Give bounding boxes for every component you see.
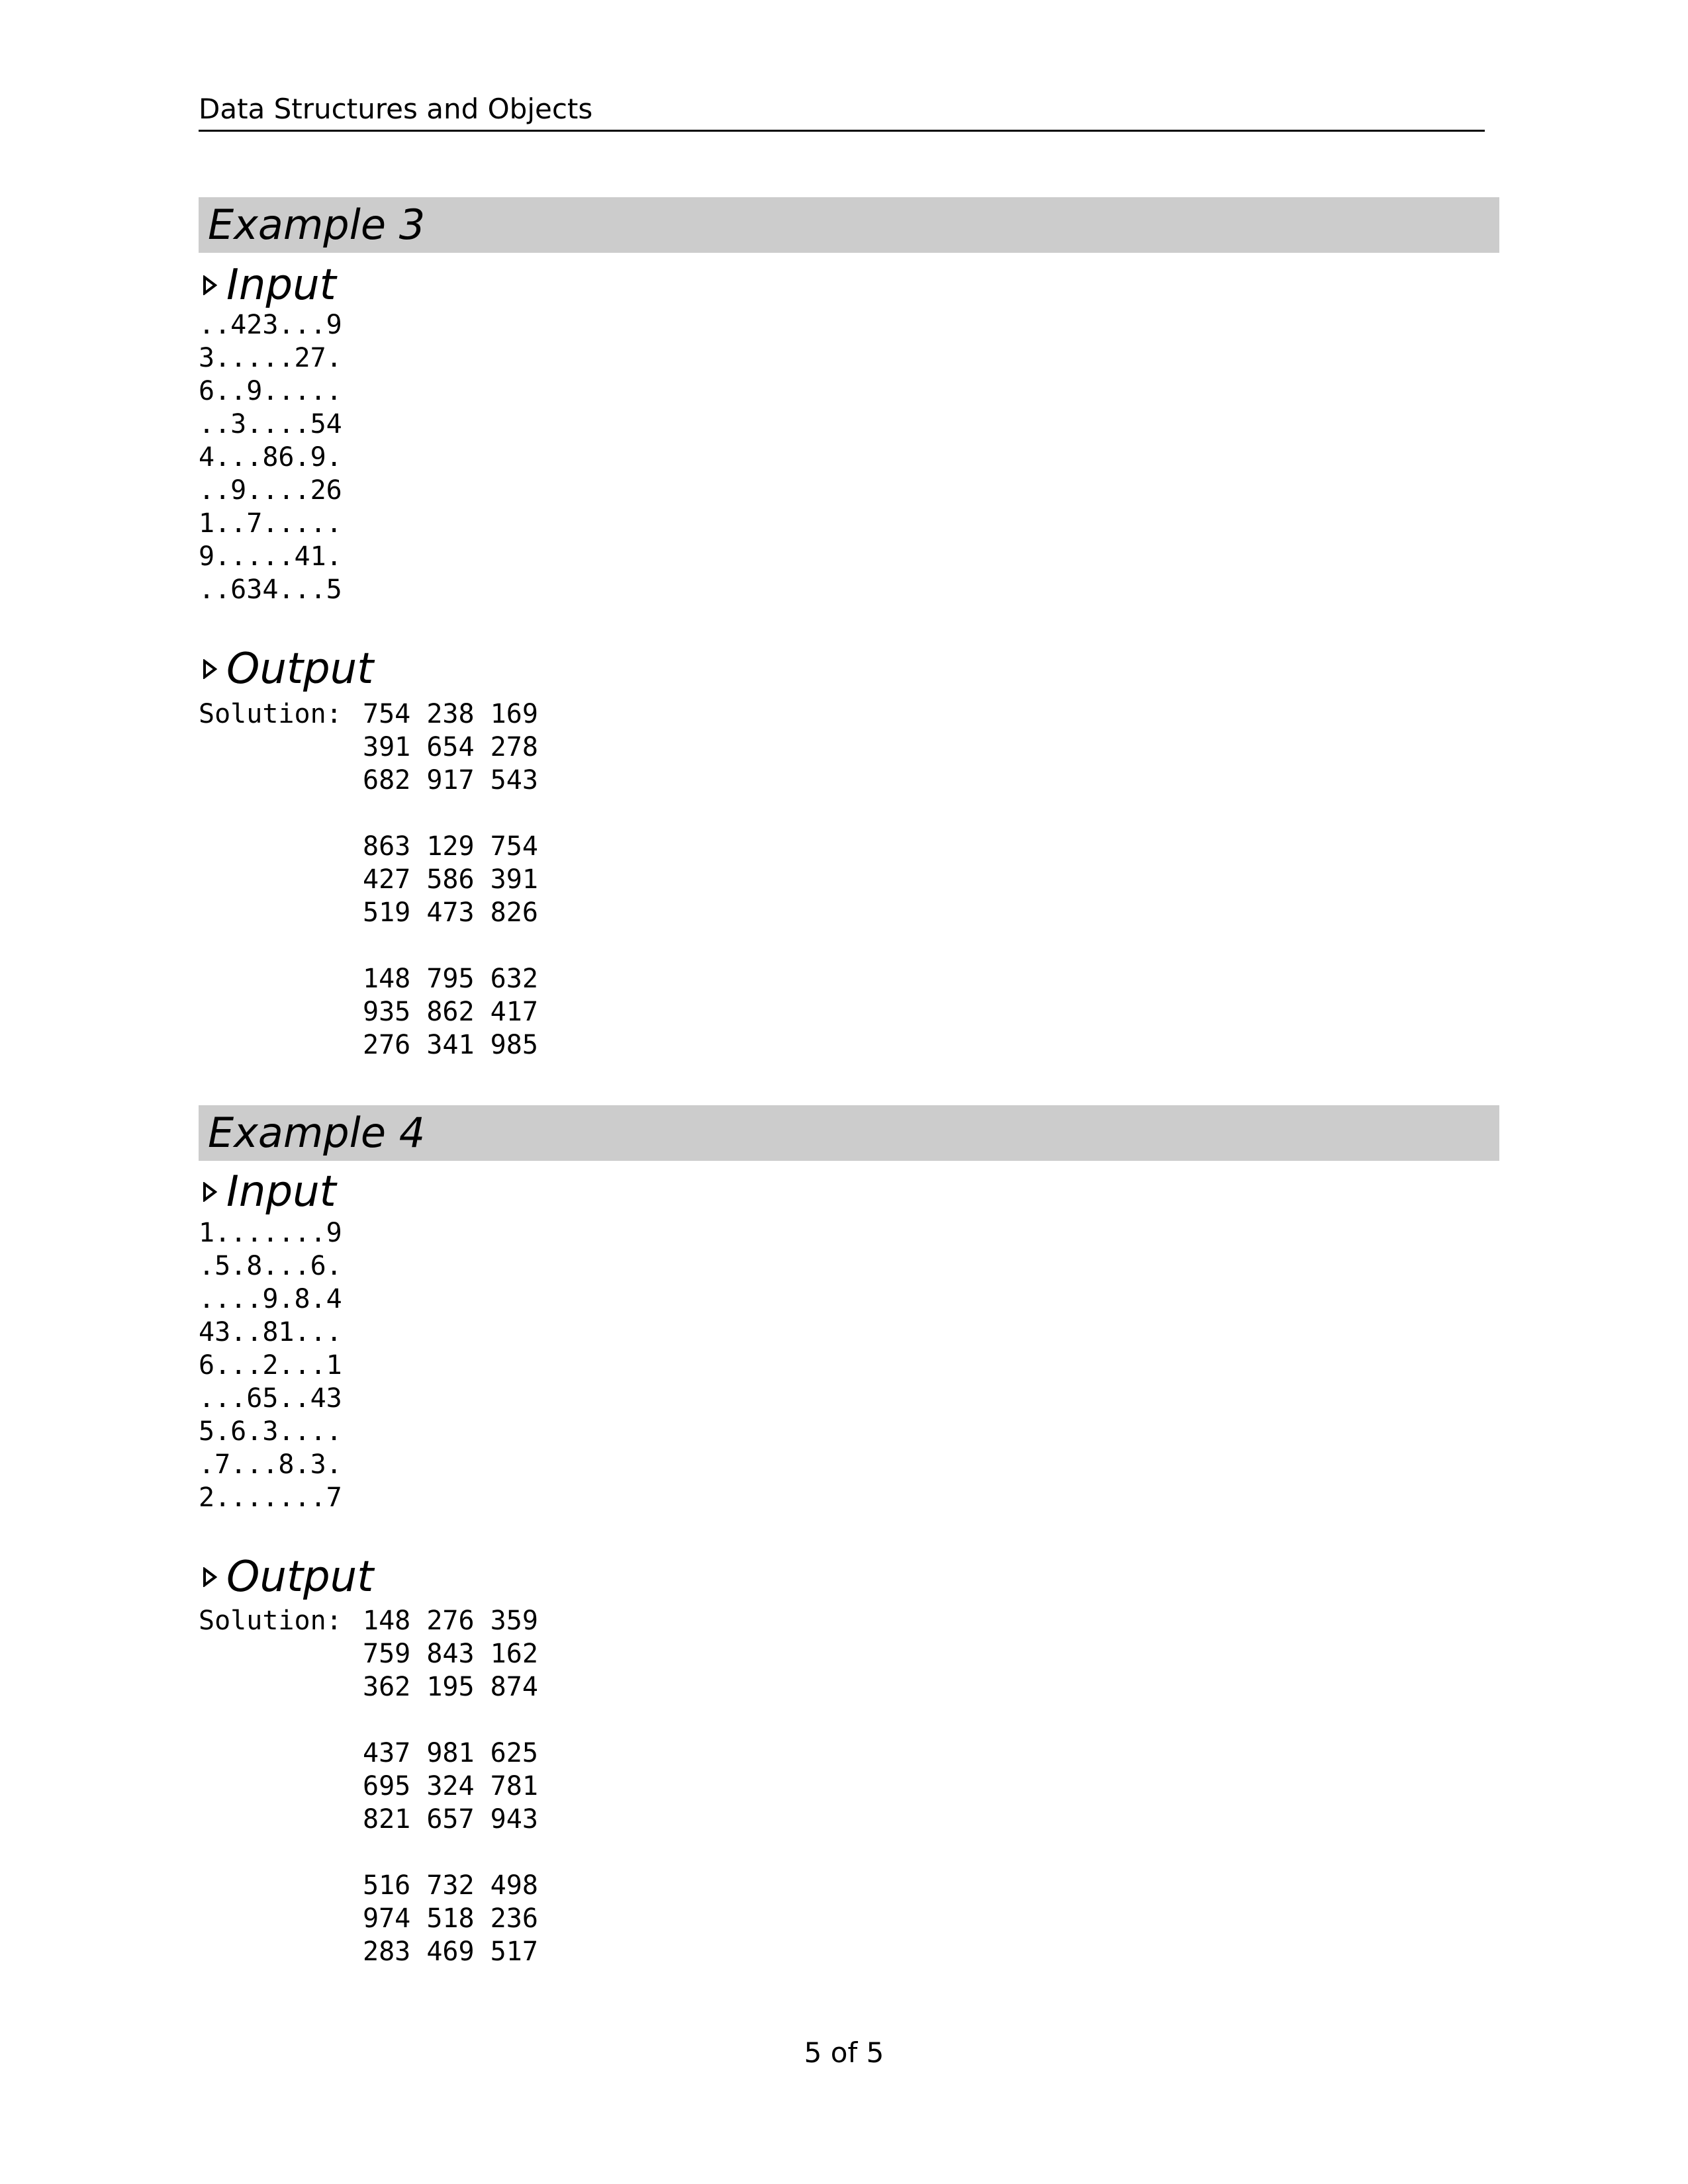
triangle-right-icon xyxy=(203,275,217,295)
solution-line: 391 654 278 xyxy=(363,732,538,762)
solution-line: 427 586 391 xyxy=(363,864,538,895)
solution-line: 148 795 632 xyxy=(363,964,538,994)
triangle-right-icon xyxy=(203,1567,217,1587)
input-line: ..423...9 xyxy=(199,310,342,340)
example-4-output-heading xyxy=(203,1554,373,1600)
example-4-solution-label: Solution: xyxy=(199,1606,342,1636)
example-4-solution-block xyxy=(363,1604,538,1968)
example-4-output-label: Output xyxy=(226,1553,374,1602)
example-3-output-heading xyxy=(203,646,373,692)
running-header: Data Structures and Objects xyxy=(199,91,1485,132)
input-line: 2.......7 xyxy=(199,1482,342,1513)
input-line: ...65..43 xyxy=(199,1383,342,1414)
input-line: ..634...5 xyxy=(199,574,342,605)
solution-line: 935 862 417 xyxy=(363,997,538,1027)
solution-line: 682 917 543 xyxy=(363,765,538,796)
input-line: ....9.8.4 xyxy=(199,1284,342,1314)
input-line: 43..81... xyxy=(199,1317,342,1347)
example-4-input-heading xyxy=(203,1169,336,1215)
example-3-input-heading xyxy=(203,262,336,308)
solution-line: 863 129 754 xyxy=(363,831,538,862)
solution-line: 519 473 826 xyxy=(363,897,538,928)
example-4-input-block xyxy=(199,1216,342,1514)
example-4-input-label: Input xyxy=(226,1167,336,1216)
solution-line: 821 657 943 xyxy=(363,1804,538,1835)
input-line: 6..9..... xyxy=(199,376,342,406)
input-line: 4...86.9. xyxy=(199,442,342,473)
input-line: .7...8.3. xyxy=(199,1449,342,1480)
input-line: 1..7..... xyxy=(199,508,342,539)
solution-line: 276 341 985 xyxy=(363,1030,538,1060)
solution-line: 362 195 874 xyxy=(363,1672,538,1702)
example-3-output-label: Output xyxy=(226,645,374,694)
input-line: 5.6.3.... xyxy=(199,1416,342,1447)
solution-line: 759 843 162 xyxy=(363,1639,538,1669)
example-3-heading: Example 3 xyxy=(199,197,1499,253)
solution-line: 148 276 359 xyxy=(363,1606,538,1636)
solution-line: 516 732 498 xyxy=(363,1870,538,1901)
input-line: 9.....41. xyxy=(199,541,342,572)
solution-line: 754 238 169 xyxy=(363,699,538,729)
example-3-solution-block xyxy=(363,698,538,1062)
example-3-input-label: Input xyxy=(226,261,336,310)
example-4-heading: Example 4 xyxy=(199,1105,1499,1161)
solution-line: 695 324 781 xyxy=(363,1771,538,1801)
input-line: ..9....26 xyxy=(199,475,342,506)
solution-line: 283 469 517 xyxy=(363,1936,538,1967)
input-line: 6...2...1 xyxy=(199,1350,342,1381)
input-line: .5.8...6. xyxy=(199,1251,342,1281)
input-line: ..3....54 xyxy=(199,409,342,439)
solution-line: 437 981 625 xyxy=(363,1738,538,1768)
page-number: 5 of 5 xyxy=(804,2036,884,2069)
example-3-solution-label: Solution: xyxy=(199,699,342,729)
input-line: 3.....27. xyxy=(199,343,342,373)
input-line: 1.......9 xyxy=(199,1218,342,1248)
triangle-right-icon xyxy=(203,659,217,679)
example-3-input-block xyxy=(199,308,342,606)
solution-line: 974 518 236 xyxy=(363,1903,538,1934)
triangle-right-icon xyxy=(203,1182,217,1202)
